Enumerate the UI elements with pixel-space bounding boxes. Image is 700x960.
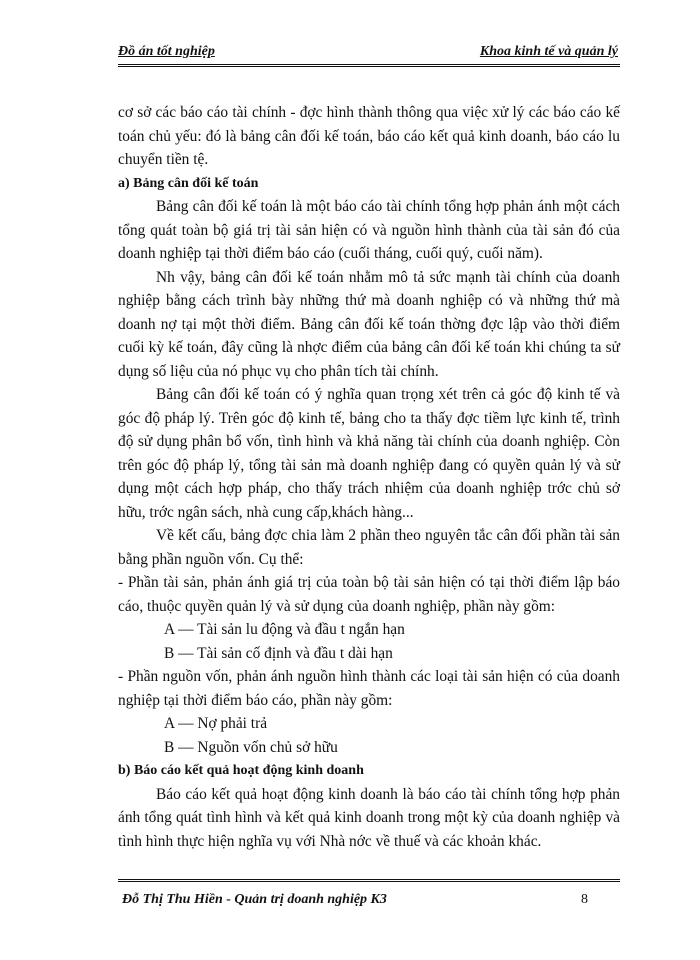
page-footer <box>118 886 620 910</box>
paragraph-purpose: Nh vậy, bảng cân đối kế toán nhằm mô tả sức mạnh tài chính của doanh nghiệp bằng cách trình bày những thứ mà doanh nghiệp có và những thứ mà doanh nợ tại một thời điểm. Bảng cân đối kế toán thờng đợc lập vào thời điểm cuối kỳ kế toán, đây cũng là nhợc điểm của bảng cân đối kế toán khi chúng ta sử dụng số liệu của nó phục vụ cho phân tích tài chính. <box>118 268 620 380</box>
paragraph-definition: Bảng cân đối kế toán là một báo cáo tài chính tổng hợp phản ánh một cách tổng quát toàn bộ giá trị tài sản hiện có và nguồn hình thành của tài sản đó của doanh nghiệp tại thời điểm báo cáo (cuối tháng, cuối quý, cuối năm). <box>118 198 620 262</box>
paragraph-intro: cơ sở các báo cáo tài chính - đợc hình thành thông qua việc xử lý các báo cáo kế toán chủ yếu: đó là bảng cân đối kế toán, báo cáo kết quả kinh doanh, báo cáo lu chuyển tiền tệ. <box>118 104 620 168</box>
header-divider <box>118 64 620 69</box>
footer-divider <box>118 879 620 884</box>
section-heading-balance-sheet: a) Bảng cân đối kế toán <box>118 175 259 191</box>
page-number: 8 <box>581 892 588 907</box>
document-body <box>118 101 620 853</box>
footer-author: Đỗ Thị Thu Hiền - Quản trị doanh nghiệp K3 <box>122 892 387 907</box>
paragraph-assets: - Phần tài sản, phản ánh giá trị của toàn bộ tài sản hiện có tại thời điểm lập báo cáo, thuộc quyền quản lý và sử dụng của doanh nghiệp, phần này gồm: <box>118 574 620 615</box>
header-left-title: Đồ án tốt nghiệp <box>118 44 215 59</box>
list-item-liabilities: A — Nợ phải trả <box>164 715 268 732</box>
paragraph-significance: Bảng cân đối kế toán có ý nghĩa quan trọng xét trên cả góc độ kinh tế và góc độ pháp lý. Trên góc độ kinh tế, bảng cho ta thấy đợc tiềm lực kinh tế, trình độ sử dụng phân bổ vốn, tình hình và khả năng tài chính của doanh nghiệp. Còn trên góc độ pháp lý, tổng tài sản mà doanh nghiệp đang có quyền quản lý và sử dụng một cách hợp pháp, cho thấy trách nhiệm của doanh nghiệp trớc chủ sở hữu, trớc ngân sách, nhà cung cấp,khách hàng... <box>118 386 620 521</box>
page-header <box>118 40 618 66</box>
paragraph-income-statement: Báo cáo kết quả hoạt động kinh doanh là báo cáo tài chính tổng hợp phản ánh tổng quát tình hình và kết quả kinh doanh trong một kỳ của doanh nghiệp và tình hình thực hiện nghĩa vụ với Nhà nớc về thuế và các khoản khác. <box>118 785 620 850</box>
list-item-fixed-assets: B — Tài sản cố định và đầu t dài hạn <box>164 644 393 662</box>
paragraph-capital: - Phần nguồn vốn, phản ánh nguồn hình thành các loại tài sản hiện có của doanh nghiệp tại thời điểm báo cáo, phần này gồm: <box>118 668 620 709</box>
list-item-current-assets: A — Tài sản lu động và đầu t ngắn hạn <box>164 621 405 638</box>
section-heading-income-statement: b) Báo cáo kết quả hoạt động kinh doanh <box>118 763 364 778</box>
header-right-title: Khoa kinh tế và quản lý <box>479 44 618 59</box>
paragraph-structure: Về kết cấu, bảng đợc chia làm 2 phần theo nguyên tắc cân đối phần tài sản bằng phần nguồn vốn. Cụ thể: <box>118 527 620 568</box>
list-item-equity: B — Nguồn vốn chủ sở hữu <box>164 738 338 756</box>
